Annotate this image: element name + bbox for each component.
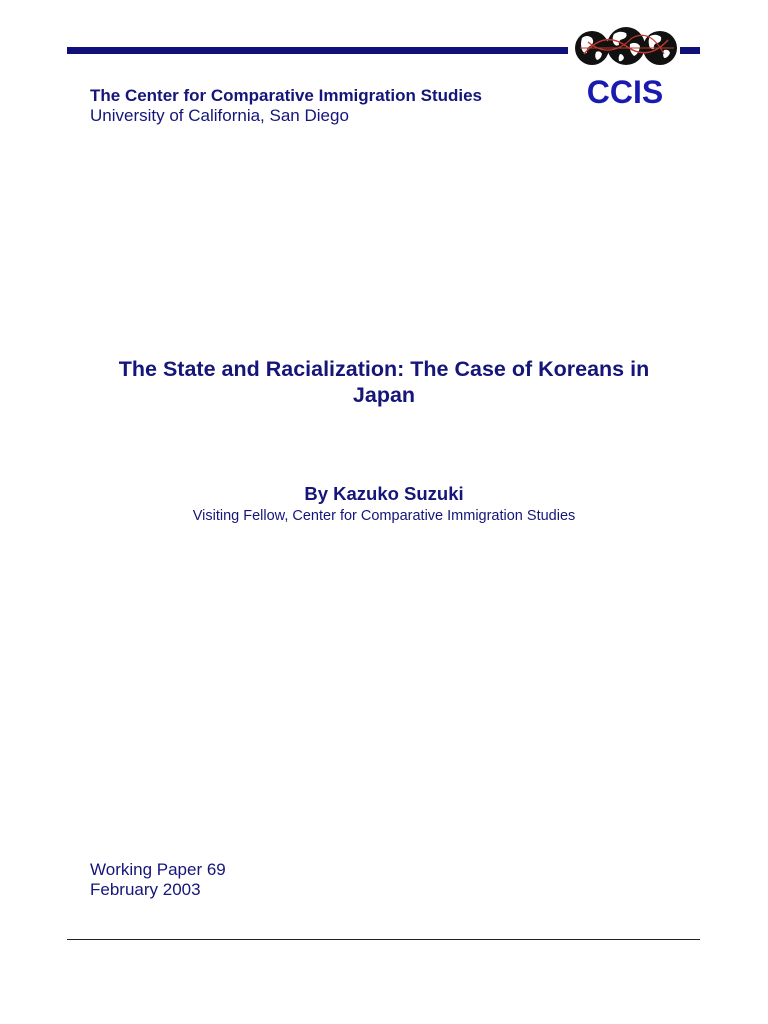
paper-title: The State and Racialization: The Case of Koreans in Japan: [118, 357, 650, 407]
author-name: By Kazuko Suzuki: [304, 483, 464, 504]
publication-date: February 2003: [90, 880, 201, 899]
globes-icon: [574, 24, 678, 72]
author-affiliation: Visiting Fellow, Center for Comparative Immigration Studies: [192, 508, 576, 524]
ccis-logo: [570, 24, 680, 112]
working-paper-number: Working Paper 69: [90, 860, 226, 879]
center-name: The Center for Comparative Immigration Studies: [90, 86, 483, 105]
footer-rule: [67, 939, 700, 940]
logo-text: CCIS: [586, 74, 664, 110]
university-name: University of California, San Diego: [90, 106, 349, 125]
